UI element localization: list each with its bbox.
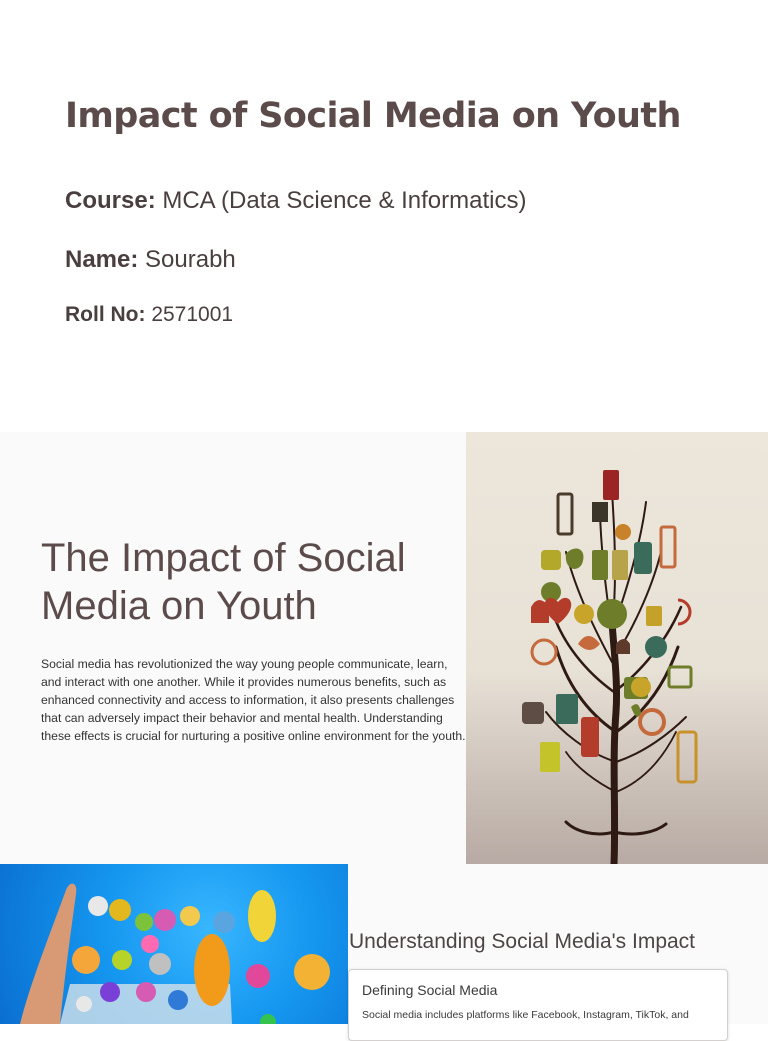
slide-title: The Impact of Social Media on Youth — [41, 536, 406, 628]
presentation-title: Impact of Social Media on Youth — [65, 96, 681, 136]
slide-body-text: Social media has revolutionized the way young people communicate, learn, and interact with one another. While it provides numerous benefits, such as enhanced connectivity and access to information, it also presents challenges that can adversely impact their behavior and mental health. Understanding these effects is crucial for nurturing a positive online environment for the youth. — [41, 657, 466, 743]
name-line — [65, 246, 236, 274]
course-line — [65, 187, 526, 215]
roll-line — [65, 303, 233, 327]
name-value: Sourabh — [145, 246, 236, 273]
understanding-slide — [0, 864, 768, 1024]
roll-label: Roll No: — [65, 303, 146, 326]
hand-holding-phone-app-icons — [0, 864, 348, 1024]
course-value: MCA (Data Science & Informatics) — [162, 187, 527, 214]
social-media-tree-icon — [466, 432, 768, 864]
card-body-text: Social media includes platforms like Facebook, Instagram, TikTok, and — [362, 1009, 689, 1021]
social-media-tree-image — [466, 432, 768, 864]
card-title: Defining Social Media — [362, 982, 498, 998]
phone-apps-image — [0, 864, 348, 1024]
course-label: Course: — [65, 187, 156, 214]
roll-value: 2571001 — [151, 303, 234, 326]
name-label: Name: — [65, 246, 139, 273]
section-title: Understanding Social Media's Impact — [349, 930, 696, 953]
title-slide — [0, 0, 768, 432]
definition-card — [348, 969, 728, 1041]
intro-slide — [0, 432, 768, 864]
